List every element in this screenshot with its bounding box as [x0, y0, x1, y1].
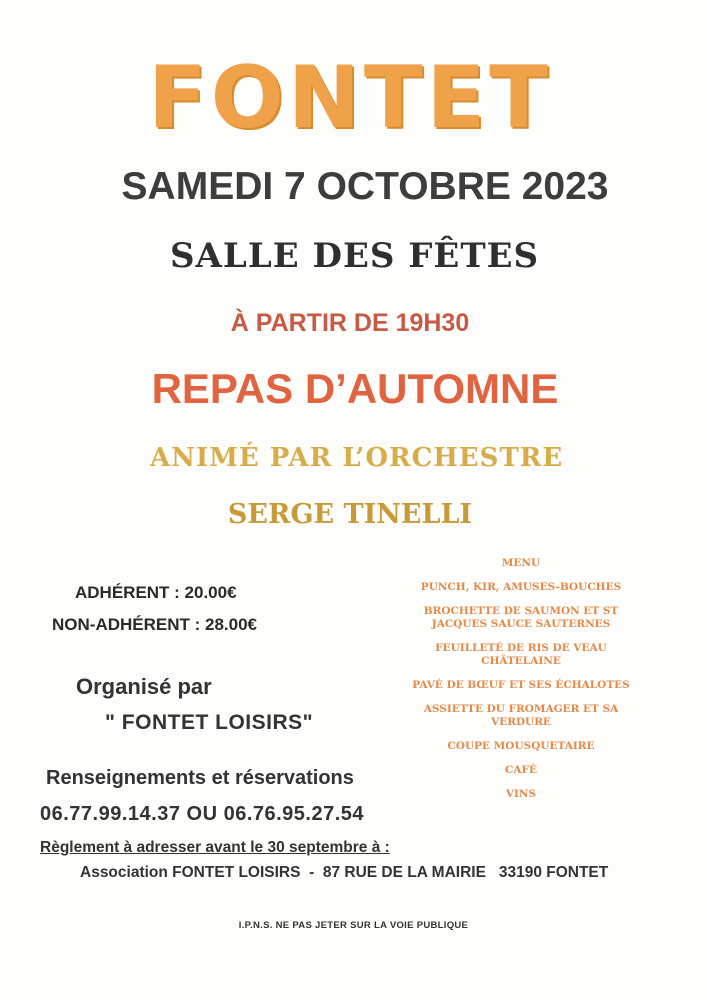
menu-item: VINS	[505, 788, 537, 800]
venue: SALLE DES FÊTES	[170, 236, 540, 276]
member-price: ADHÉRENT : 20.00€	[75, 583, 237, 602]
organizer-label: Organisé par	[76, 674, 212, 699]
postal-address: Association FONTET LOISIRS - 87 RUE DE LA MAIRIE 33190 FONTET	[80, 864, 609, 881]
start-time: À PARTIR DE 19H30	[230, 309, 470, 337]
event-date: SAMEDI 7 OCTOBRE 2023	[121, 165, 609, 208]
event-title: REPAS D’AUTOMNE	[151, 365, 559, 412]
menu-item: PUNCH, KIR, AMUSES-BOUCHES	[420, 581, 622, 593]
menu-item: BROCHETTE DE SAUMON ET ST JACQUES SAUCE SAUTERNES	[423, 605, 619, 630]
non-member-price: NON-ADHÉRENT : 28.00€	[52, 615, 257, 634]
info-label: Renseignements et réservations	[46, 767, 354, 789]
menu-item: FEUILLETÉ DE RIS DE VEAU CHÂTELAINE	[435, 642, 607, 667]
menu-item: CAFÉ	[505, 764, 537, 776]
menu	[404, 557, 638, 812]
band-name: SERGE TINELLI	[227, 499, 473, 530]
footer-notice: I.P.N.S. NE PAS JETER SUR LA VOIE PUBLIQUE	[238, 920, 469, 931]
menu-item: ASSIETTE DU FROMAGER ET SA VERDURE	[423, 703, 619, 728]
phone-numbers: 06.77.99.14.37 OU 06.76.95.27.54	[40, 803, 365, 825]
organizer-name: " FONTET LOISIRS"	[105, 711, 314, 734]
payment-deadline: Règlement à adresser avant le 30 septembre à :	[40, 839, 390, 856]
animation-line: ANIMÉ PAR L’ORCHESTRE	[150, 443, 564, 473]
town-title: FONTET	[148, 48, 552, 148]
menu-item: COUPE MOUSQUETAIRE	[447, 740, 595, 752]
menu-item: PAVÉ DE BŒUF ET SES ÉCHALOTES	[412, 679, 630, 691]
menu-title: MENU	[501, 557, 541, 569]
